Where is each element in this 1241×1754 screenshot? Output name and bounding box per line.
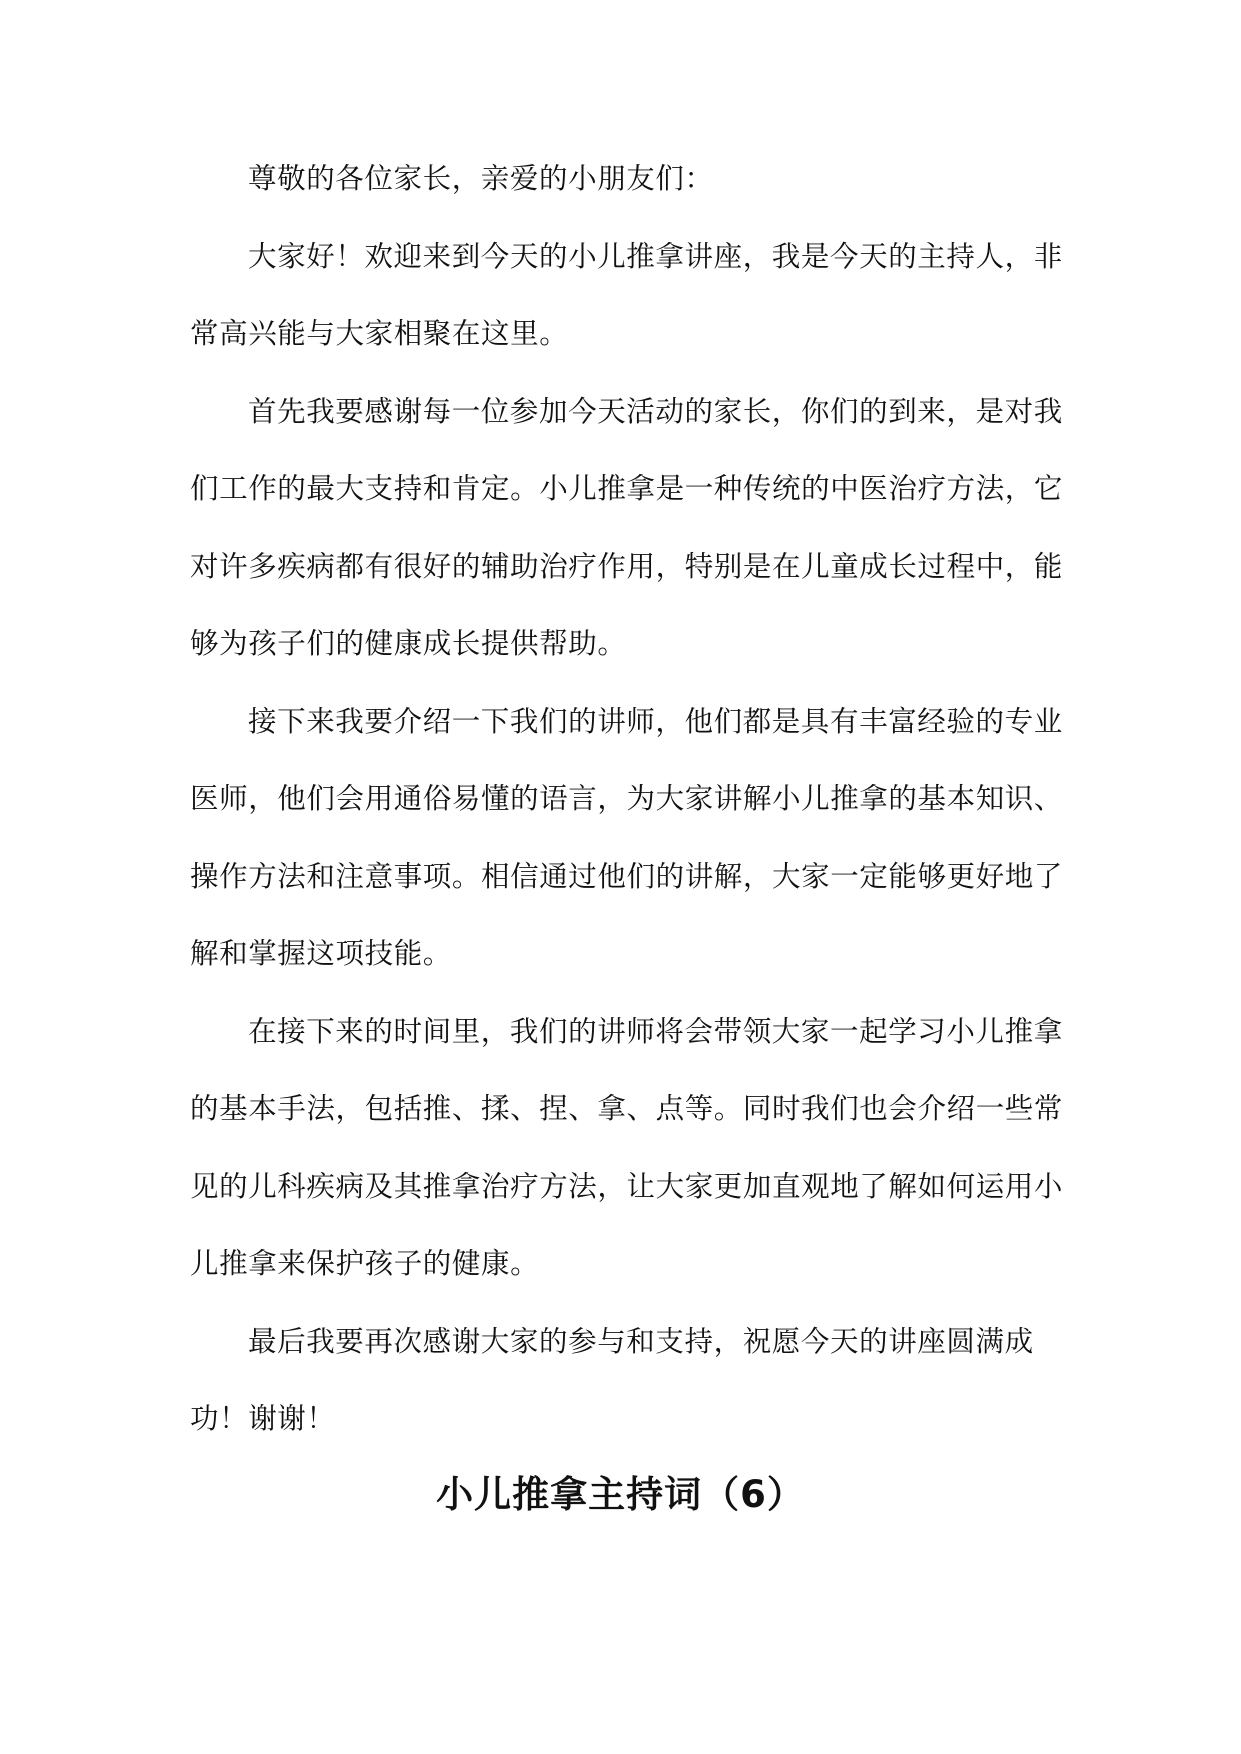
- section-title: 小儿推拿主持词（6）: [436, 1473, 805, 1516]
- paragraph-closing: [190, 1303, 1056, 1458]
- paragraph-greeting: [190, 140, 1056, 218]
- text-line: 操作方法和注意事项。相信通过他们的讲解，大家一定能够更好地了: [190, 859, 1064, 893]
- paragraph-techniques: [190, 993, 1064, 1303]
- text-line: 对许多疾病都有很好的辅助治疗作用，特别是在儿童成长过程中，能: [190, 549, 1064, 583]
- text-line: 见的儿科疾病及其推拿治疗方法，让大家更加直观地了解如何运用小: [190, 1169, 1064, 1203]
- text-line: 在接下来的时间里，我们的讲师将会带领大家一起学习小儿推拿: [248, 1014, 1063, 1048]
- paragraph-lecturers: [190, 683, 1064, 993]
- text-line: 医师，他们会用通俗易懂的语言，为大家讲解小儿推拿的基本知识、: [190, 782, 1064, 815]
- text-line: 功！谢谢！: [190, 1402, 336, 1435]
- document-body: [190, 140, 1064, 1458]
- text-line: 接下来我要介绍一下我们的讲师，他们都是具有丰富经验的专业: [248, 704, 1063, 738]
- text-line: 常高兴能与大家相聚在这里。: [190, 317, 569, 350]
- text-line: 最后我要再次感谢大家的参与和支持，祝愿今天的讲座圆满成: [248, 1324, 1034, 1358]
- text-line: 们工作的最大支持和肯定。小儿推拿是一种传统的中医治疗方法，它: [190, 472, 1064, 505]
- text-line: 首先我要感谢每一位参加今天活动的家长，你们的到来，是对我: [248, 394, 1063, 428]
- paragraph-welcome: [190, 218, 1063, 373]
- text-line: 解和掌握这项技能。: [190, 937, 452, 970]
- text-line: 大家好！欢迎来到今天的小儿推拿讲座，我是今天的主持人，非: [248, 239, 1063, 273]
- text-line: 够为孩子们的健康成长提供帮助。: [190, 627, 627, 660]
- paragraph-thanks: [190, 373, 1064, 683]
- text-line: 尊敬的各位家长，亲爱的小朋友们：: [248, 162, 714, 195]
- text-line: 的基本手法，包括推、揉、捏、拿、点等。同时我们也会介绍一些常: [190, 1092, 1064, 1125]
- text-line: 儿推拿来保护孩子的健康。: [190, 1247, 540, 1280]
